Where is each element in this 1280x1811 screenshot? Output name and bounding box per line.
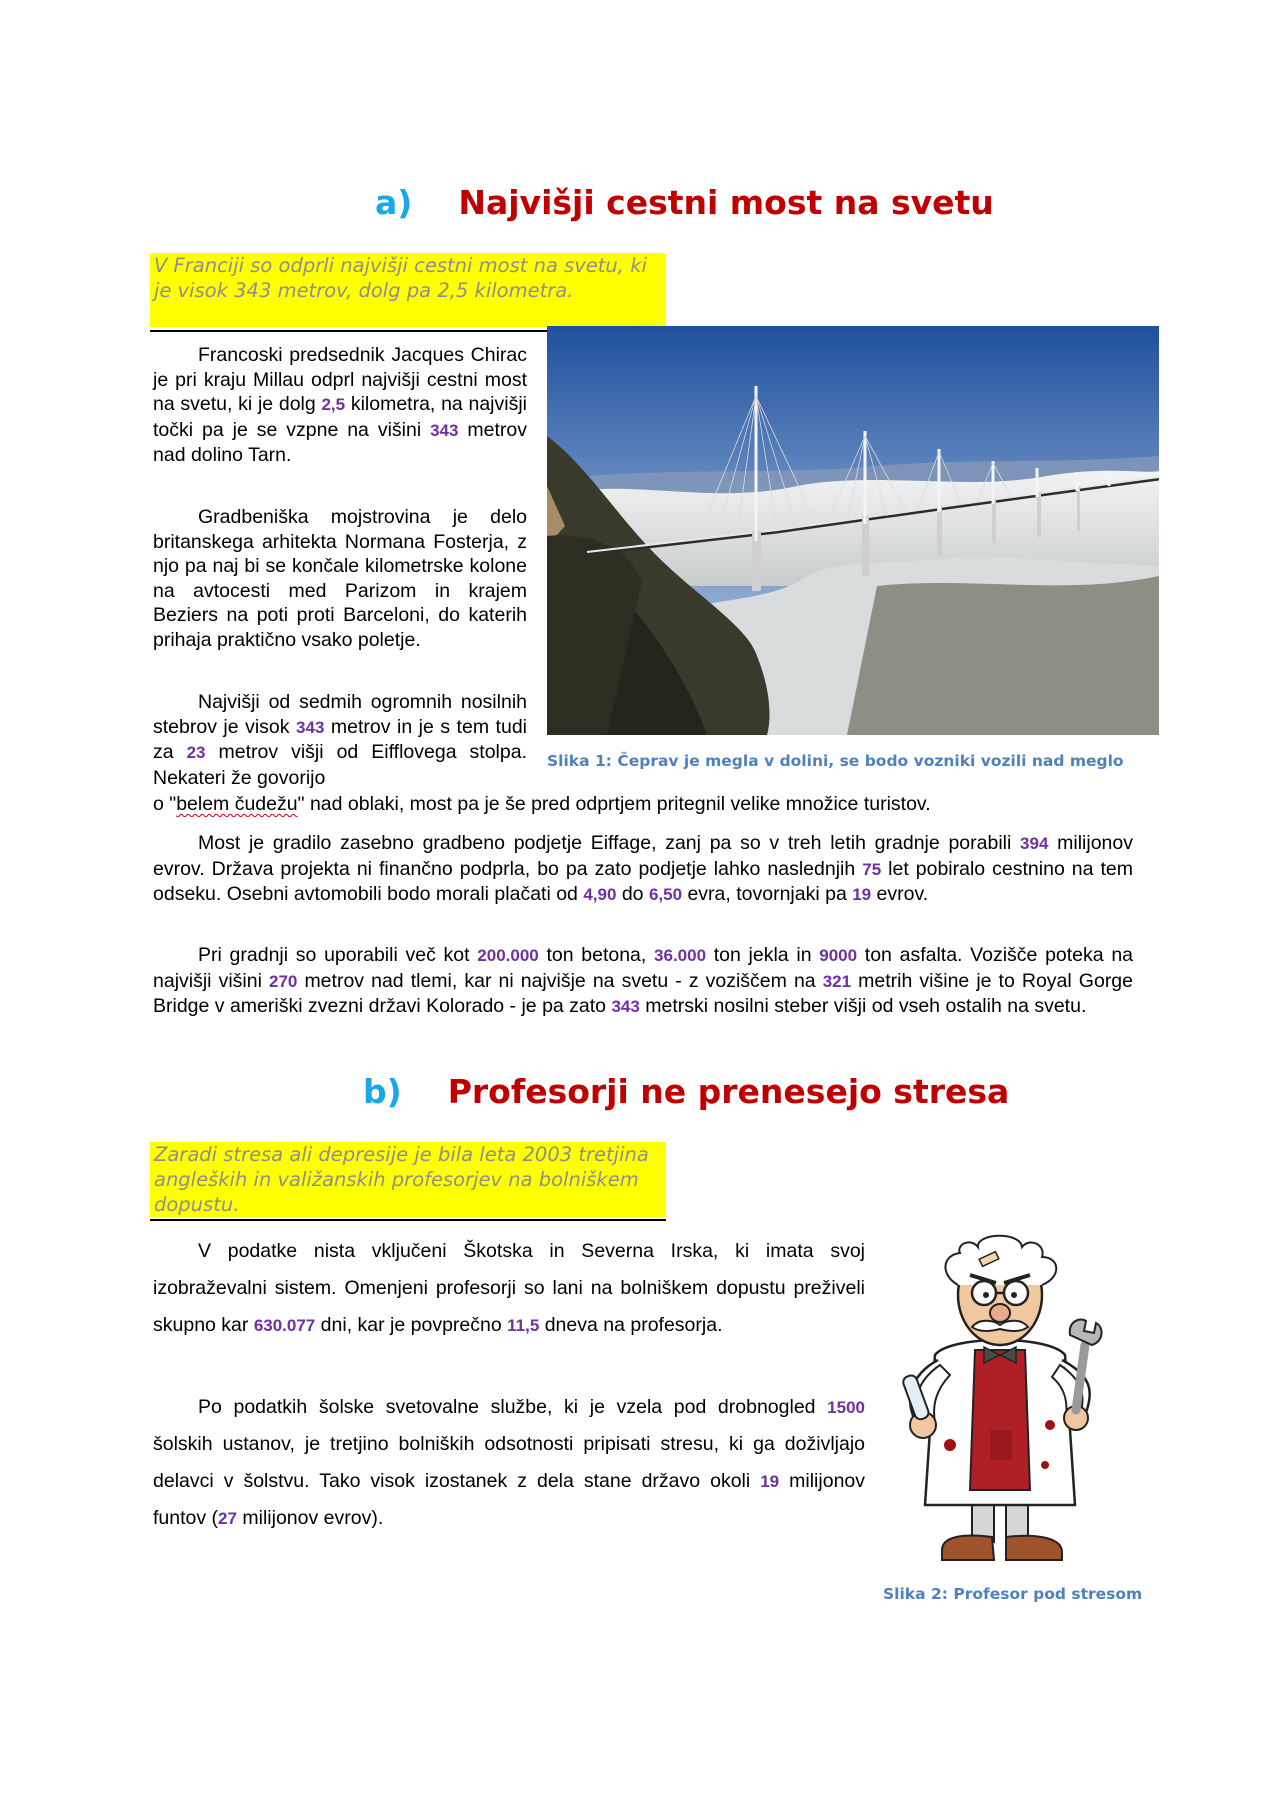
section-a-title: Najvišji cestni most na svetu	[458, 183, 994, 222]
figure-1-caption: Slika 1: Čeprav je megla v dolini, se bodo vozniki vozili nad meglo	[547, 752, 1124, 770]
text: metrov nad tlemi, kar ni najvišje na svetu - z voziščem na	[297, 969, 823, 992]
number-highlight: 630.077	[253, 1316, 316, 1335]
number-highlight: 27	[218, 1509, 237, 1528]
number-highlight: 1500	[827, 1398, 865, 1417]
section-a-paragraph-2	[153, 505, 527, 652]
section-b-paragraph-2	[153, 1389, 865, 1537]
figure-2-caption: Slika 2: Profesor pod stresom	[883, 1585, 1143, 1603]
number-highlight: 19	[760, 1472, 780, 1491]
number-highlight: 2,5	[321, 395, 346, 414]
text: ton jekla in	[706, 944, 820, 966]
number-highlight: 4,90	[583, 885, 617, 904]
section-b-number: b)	[363, 1072, 402, 1111]
number-highlight: 6,50	[648, 885, 683, 904]
text: let pobiralo cestnino na tem odseku. Osebni avtomobili bodo morali plačati od	[153, 857, 1133, 905]
text: metrov nad dolino Tarn.	[153, 418, 527, 466]
bridge-photo	[547, 326, 1159, 735]
text: metrski nosilni steber višji od vseh ostalih na svetu.	[639, 995, 1087, 1017]
section-a-number: a)	[375, 183, 413, 222]
text: milijonov evrov).	[236, 1507, 384, 1529]
text: o "	[153, 793, 177, 815]
number-highlight: 36.000	[654, 946, 707, 965]
number-highlight: 270	[269, 971, 298, 991]
number-highlight: 343	[611, 997, 640, 1016]
section-b-paragraph-1	[153, 1233, 865, 1344]
text: do	[616, 883, 649, 905]
text: metrov in je s tem tudi za	[153, 715, 527, 763]
text: ton betona,	[538, 944, 655, 966]
text: metrov višji od Eifflovega stolpa. Nekateri že govorijo	[153, 741, 528, 789]
text: milijonov funtov (	[153, 1470, 866, 1529]
section-b-title: Profesorji ne prenesejo stresa	[447, 1072, 1010, 1111]
text: Pri gradnji so uporabili več kot	[198, 944, 478, 966]
section-a-paragraph-3	[153, 690, 527, 790]
text: dneva na profesorja.	[539, 1314, 723, 1336]
text: Most je gradilo zasebno gradbeno podjetje Eiffage, zanj pa so v treh letih gradnje porabili	[198, 832, 1021, 854]
text: kilometra, na najvišji točki pa je se vzpne na višini	[153, 393, 528, 441]
text: ton asfalta. Vozišče poteka na najvišji višini	[153, 944, 1134, 992]
section-a-heading	[375, 183, 994, 222]
number-highlight: 11,5	[507, 1316, 540, 1335]
number-highlight: 394	[1020, 834, 1049, 853]
text: evra, tovornjaki pa	[682, 883, 853, 905]
number-highlight: 200.000	[477, 946, 539, 965]
text: V podatke nista vključeni Škotska in Severna Irska, ki imata svoj izobraževalni sistem. Omenjeni profesorji so lani na bolniškem dopustu preživeli skupno kar	[153, 1240, 865, 1336]
number-highlight: 321	[822, 971, 852, 991]
number-highlight: 75	[862, 859, 882, 879]
text: " nad oblaki, most pa je še pred odprtjem pritegnil velike množice turistov.	[297, 793, 931, 815]
text: milijonov evrov. Država projekta ni finančno podprla, bo pa zato podjetje lahko naslednjih	[153, 832, 1133, 880]
section-a-paragraph-3-continued	[153, 792, 1133, 817]
text: Najvišji od sedmih ogromnih nosilnih stebrov je visok	[153, 691, 527, 738]
section-b-lead: Zaradi stresa ali depresije je bila leta 2003 tretjina angleških in valižanskih profesorjev na bolniškem dopustu.	[150, 1142, 666, 1217]
number-highlight: 343	[430, 420, 459, 440]
text: evrov.	[871, 883, 929, 905]
spellcheck-underlined-text: belem čudežu	[176, 793, 298, 815]
text: Gradbeniška mojstrovina je delo britanskega arhitekta Normana Fosterja, z njo pa naj bi se končale kilometrske kolone na avtocesti med Parizom in krajem Beziers na poti proti Barceloni, do katerih prihaja praktično vsako poletje.	[153, 506, 527, 651]
text: Po podatkih šolske svetovalne službe, ki je vzela pod drobnogled	[198, 1396, 828, 1418]
section-a-paragraph-5	[153, 943, 1133, 1020]
text: dni, kar je povprečno	[315, 1314, 508, 1336]
text: metrih višine je to Royal Gorge Bridge v ameriški zvezni državi Kolorado - je pa zato	[153, 969, 1133, 1017]
professor-cartoon	[880, 1225, 1135, 1570]
section-b-rule	[150, 1219, 666, 1221]
number-highlight: 23	[186, 743, 206, 762]
text: Francoski predsednik Jacques Chirac je pri kraju Millau odprl najvišji cestni most na svetu, ki je dolg	[153, 344, 527, 415]
text: šolskih ustanov, je tretjino bolniških odsotnosti pripisati stresu, ki ga doživljajo delavci v šolstvu. Tako visok izostanek z dela stane državo okoli	[153, 1433, 865, 1492]
section-a-paragraph-4	[153, 831, 1133, 908]
section-b-heading	[363, 1072, 1009, 1111]
number-highlight: 9000	[819, 946, 858, 965]
number-highlight: 343	[296, 717, 325, 737]
section-a-lead: V Franciji so odprli najvišji cestni most na svetu, ki je visok 343 metrov, dolg pa 2,5 kilometra.	[150, 253, 666, 327]
number-highlight: 19	[852, 885, 872, 904]
section-a-paragraph-1	[153, 343, 527, 468]
